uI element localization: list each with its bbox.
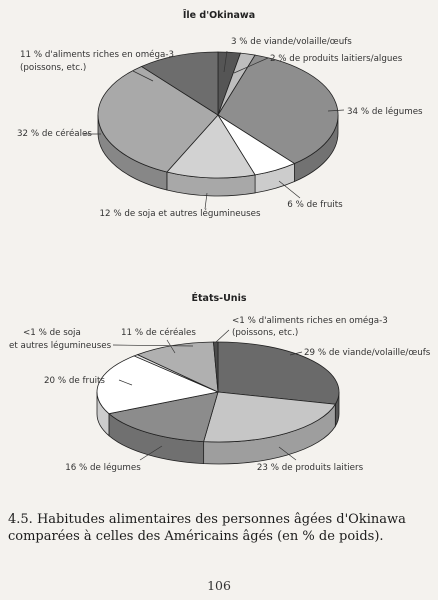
pie-chart-1 xyxy=(17,9,423,219)
slice-label: <1 % de soja xyxy=(23,328,81,338)
slice-label: (poissons, etc.) xyxy=(232,328,299,338)
slice-label: 23 % de produits laitiers xyxy=(256,463,364,473)
slice-label: 29 % de viande/volaille/œufs xyxy=(304,348,431,358)
slice-label: et autres légumineuses xyxy=(9,341,112,351)
slice-label: 32 % de céréales xyxy=(17,129,92,139)
slice-label: 2 % de produits laitiers/algues xyxy=(270,54,403,64)
pie-chart-2 xyxy=(9,292,431,473)
slice-label: 11 % de céréales xyxy=(121,328,196,338)
slice-label: 12 % de soja et autres légumineuses xyxy=(99,209,261,219)
slice-label: 3 % de viande/volaille/œufs xyxy=(231,37,352,47)
slice-label: 11 % d'aliments riches en oméga-3 xyxy=(20,50,175,60)
chart-title: Île d'Okinawa xyxy=(182,10,256,21)
slice-label: (poissons, etc.) xyxy=(20,63,87,73)
slice-label: 6 % de fruits xyxy=(287,200,343,210)
chart-title: États-Unis xyxy=(191,293,247,304)
slice-label: 16 % de légumes xyxy=(65,463,141,473)
figure-caption xyxy=(8,511,433,545)
slice-label: 20 % de fruits xyxy=(44,376,105,386)
caption-number: 4.5. xyxy=(8,512,33,527)
caption-text: Habitudes alimentaires des personnes âgées d'Okinawa comparées à celles des Américains âgés (en % de poids). xyxy=(8,512,406,544)
slice-label: 34 % de légumes xyxy=(347,107,423,117)
leader-line xyxy=(216,330,229,342)
page-number: 106 xyxy=(207,578,231,593)
slice-label: <1 % d'aliments riches en oméga-3 xyxy=(232,316,388,326)
